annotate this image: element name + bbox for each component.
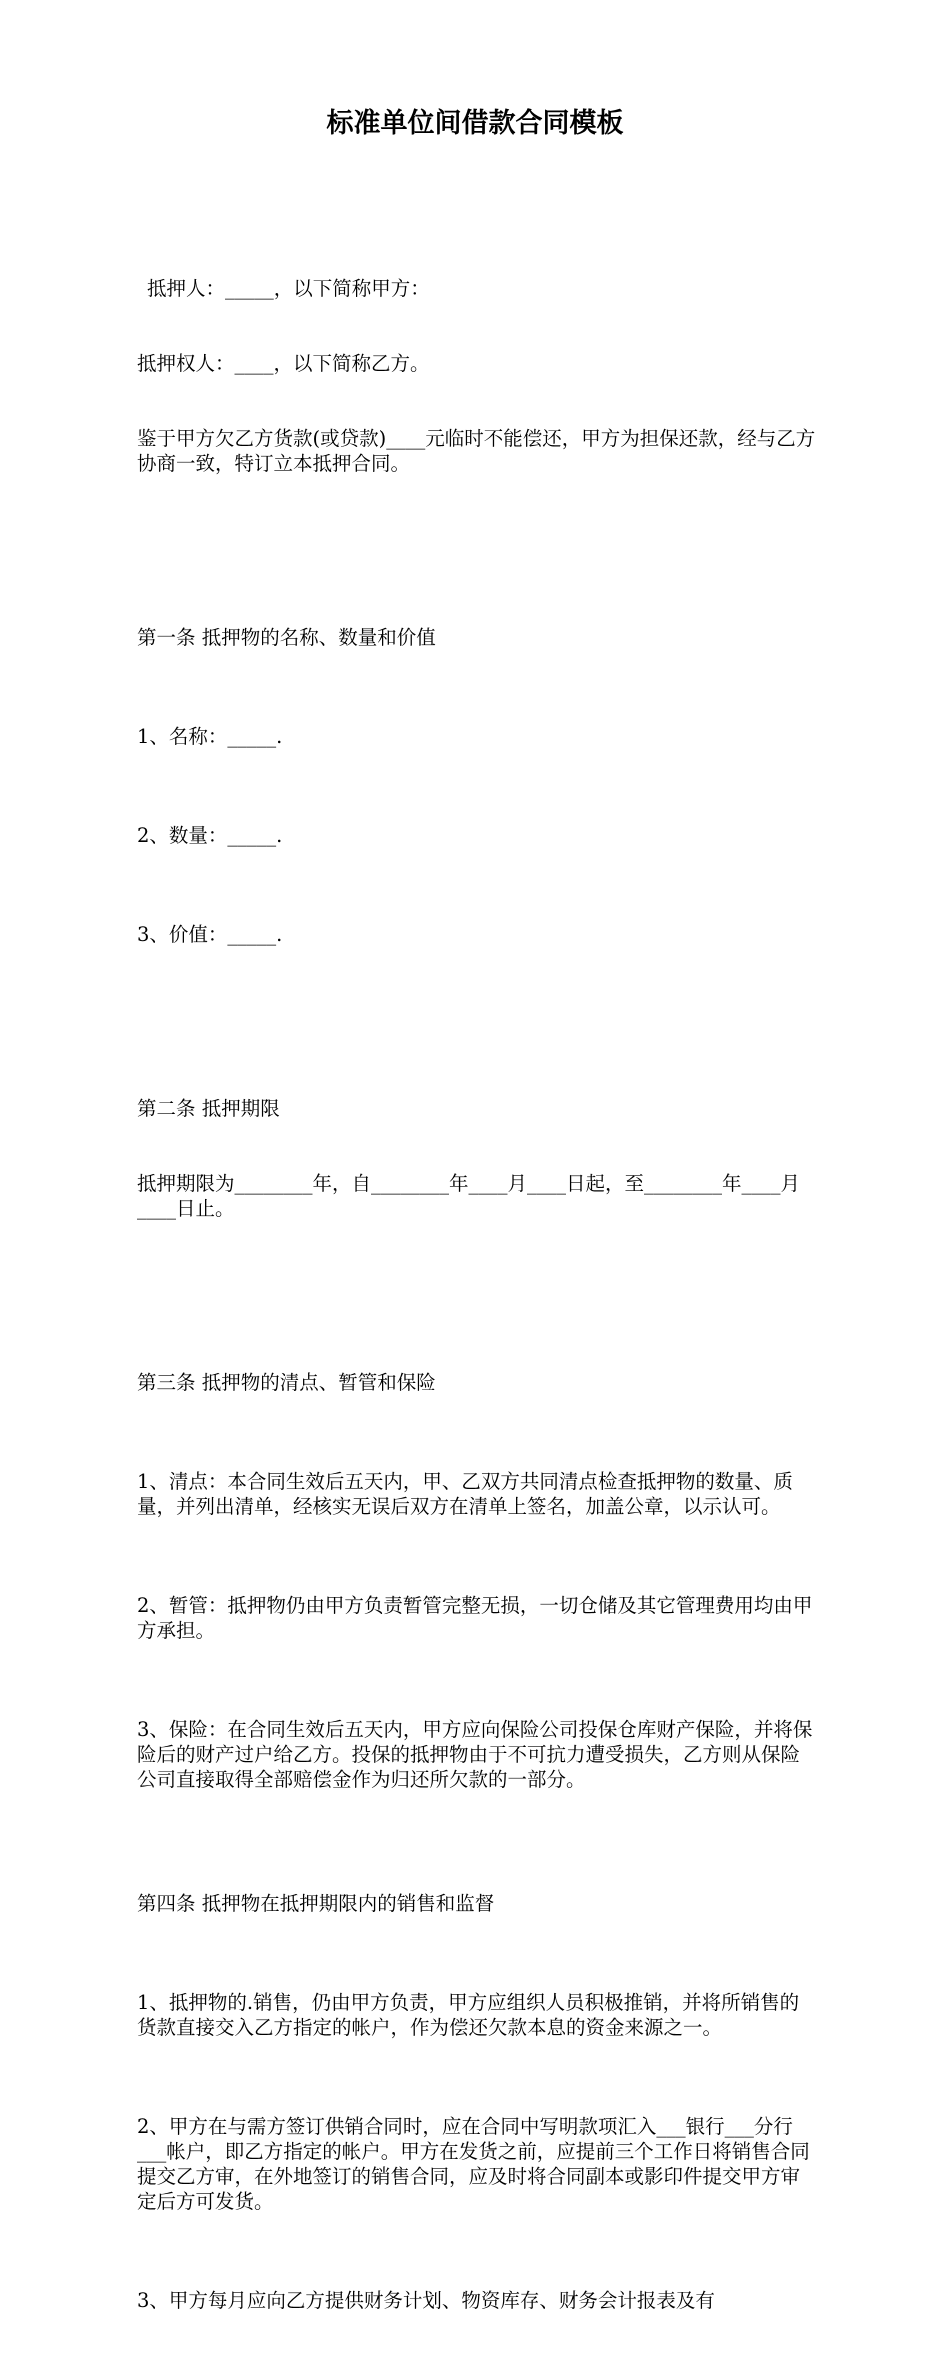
article4-heading: 第四条 抵押物在抵押期限内的销售和监督 bbox=[137, 1892, 495, 1915]
article2-block bbox=[137, 1046, 817, 1271]
intro-recital: 鉴于甲方欠乙方货款(或贷款)____元临时不能偿还，甲方为担保还款，经与乙方协商一致，特订立本抵押合同。 bbox=[137, 427, 816, 475]
article3-item1: 1、清点：本合同生效后五天内，甲、乙双方共同清点检查抵押物的数量、质量，并列出清单，经核实无误后双方在清单上签名，加盖公章，以示认可。 bbox=[137, 1470, 793, 1518]
article4-item3: 3、甲方每月应向乙方提供财务计划、物资库存、财务会计报表及有 bbox=[137, 2289, 715, 2312]
article2-heading: 第二条 抵押期限 bbox=[137, 1097, 280, 1120]
article1-heading: 第一条 抵押物的名称、数量和价值 bbox=[137, 626, 436, 649]
article3-item3: 3、保险：在合同生效后五天内，甲方应向保险公司投保仓库财产保险，并将保险后的财产过户给乙方。投保的抵押物由于不可抗力遭受损失，乙方则从保险公司直接取得全部赔偿金作为归还所欠款的一部分。 bbox=[137, 1718, 813, 1791]
article1-item2: 2、数量：_____. bbox=[137, 824, 283, 847]
article1-item1: 1、名称：_____. bbox=[137, 725, 283, 748]
article2-text: 抵押期限为________年，自________年____月____日起，至________年____月____日止。 bbox=[137, 1172, 801, 1220]
article3-heading: 第三条 抵押物的清点、暂管和保险 bbox=[137, 1371, 436, 1394]
document-title: 标准单位间借款合同模板 bbox=[326, 108, 624, 139]
article3-item2: 2、暂管：抵押物仍由甲方负责暂管完整无损，一切仓储及其它管理费用均由甲方承担。 bbox=[137, 1594, 813, 1642]
intro-block bbox=[137, 226, 817, 526]
article1-item3: 3、价值：_____. bbox=[137, 923, 283, 946]
document-body bbox=[137, 176, 817, 2363]
intro-mortgagee: 抵押权人：____，以下简称乙方。 bbox=[137, 352, 430, 375]
article4-item2: 2、甲方在与需方签订供销合同时，应在合同中写明款项汇入___银行___分行___帐户，即乙方指定的帐户。甲方在发货之前，应提前三个工作日将销售合同提交乙方审，在外地签订的销售合同，应及时将合同副本或影印件提交甲方审定后方可发货。 bbox=[137, 2115, 810, 2213]
intro-mortgagor: 抵押人：_____，以下简称甲方： bbox=[147, 277, 430, 300]
article4-item1: 1、抵押物的.销售，仍由甲方负责，甲方应组织人员积极推销，并将所销售的货款直接交入乙方指定的帐户，作为偿还欠款本息的资金来源之一。 bbox=[137, 1991, 800, 2039]
